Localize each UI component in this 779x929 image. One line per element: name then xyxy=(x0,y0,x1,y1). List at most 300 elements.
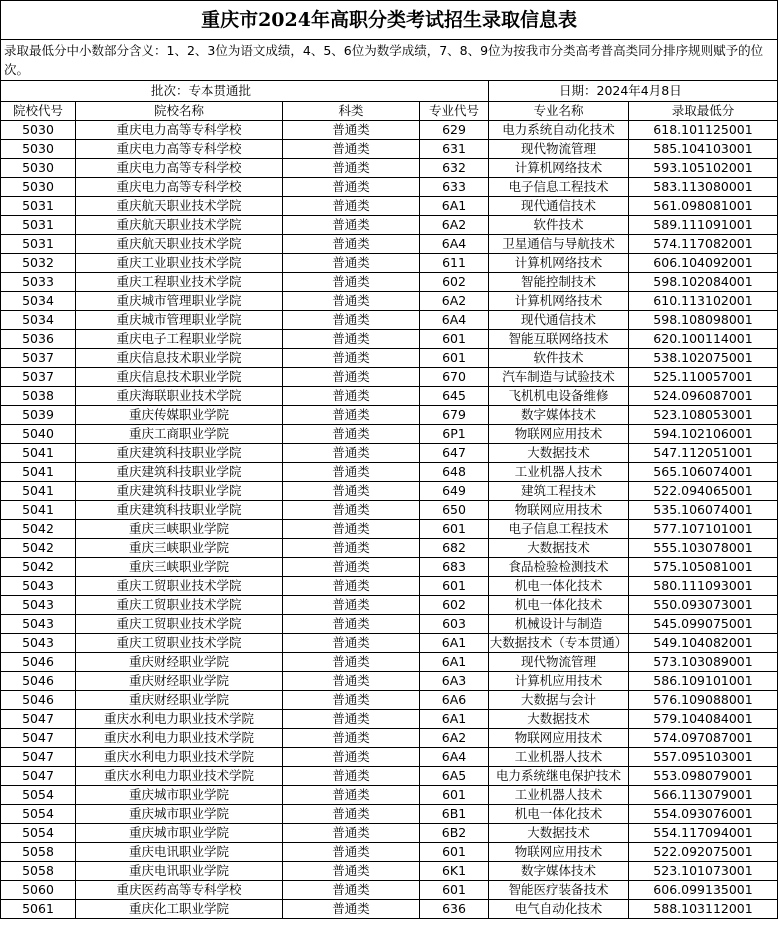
category-cell: 普通类 xyxy=(283,862,420,881)
school-name-cell: 重庆传媒职业学院 xyxy=(76,406,283,425)
school-code-cell: 5033 xyxy=(1,273,76,292)
school-code-cell: 5046 xyxy=(1,653,76,672)
header-row xyxy=(1,102,778,121)
min-score-cell: 525.110057001 xyxy=(629,368,778,387)
major-name-cell: 电子信息工程技术 xyxy=(489,520,629,539)
table-row xyxy=(1,843,778,862)
major-name-cell: 现代物流管理 xyxy=(489,140,629,159)
category-cell: 普通类 xyxy=(283,539,420,558)
school-code-cell: 5031 xyxy=(1,216,76,235)
table-row xyxy=(1,862,778,881)
school-code-cell: 5046 xyxy=(1,691,76,710)
school-code-cell: 5038 xyxy=(1,387,76,406)
school-code-cell: 5039 xyxy=(1,406,76,425)
min-score-cell: 580.111093001 xyxy=(629,577,778,596)
table-row xyxy=(1,444,778,463)
school-name-cell: 重庆电力高等专科学校 xyxy=(76,140,283,159)
min-score-cell: 554.093076001 xyxy=(629,805,778,824)
school-name-cell: 重庆城市管理职业学院 xyxy=(76,292,283,311)
school-code-cell: 5042 xyxy=(1,539,76,558)
table-row xyxy=(1,539,778,558)
min-score-cell: 583.113080001 xyxy=(629,178,778,197)
school-name-cell: 重庆电力高等专科学校 xyxy=(76,178,283,197)
major-name-cell: 现代通信技术 xyxy=(489,197,629,216)
major-name-cell: 智能控制技术 xyxy=(489,273,629,292)
table-row xyxy=(1,501,778,520)
min-score-cell: 579.104084001 xyxy=(629,710,778,729)
major-name-cell: 大数据技术（专本贯通） xyxy=(489,634,629,653)
school-name-cell: 重庆财经职业学院 xyxy=(76,672,283,691)
school-name-cell: 重庆化工职业学院 xyxy=(76,900,283,919)
major-code-cell: 682 xyxy=(420,539,489,558)
major-name-cell: 电子信息工程技术 xyxy=(489,178,629,197)
table-row xyxy=(1,653,778,672)
min-score-cell: 606.104092001 xyxy=(629,254,778,273)
meta-row xyxy=(1,81,778,102)
major-code-cell: 6B1 xyxy=(420,805,489,824)
header-min-score: 录取最低分 xyxy=(629,102,778,121)
school-name-cell: 重庆建筑科技职业学院 xyxy=(76,501,283,520)
school-name-cell: 重庆建筑科技职业学院 xyxy=(76,463,283,482)
school-code-cell: 5061 xyxy=(1,900,76,919)
school-code-cell: 5034 xyxy=(1,292,76,311)
category-cell: 普通类 xyxy=(283,634,420,653)
min-score-cell: 523.101073001 xyxy=(629,862,778,881)
category-cell: 普通类 xyxy=(283,691,420,710)
min-score-cell: 620.100114001 xyxy=(629,330,778,349)
school-name-cell: 重庆工商职业学院 xyxy=(76,425,283,444)
table-row xyxy=(1,786,778,805)
school-name-cell: 重庆水利电力职业技术学院 xyxy=(76,710,283,729)
school-name-cell: 重庆工程职业技术学院 xyxy=(76,273,283,292)
min-score-cell: 576.109088001 xyxy=(629,691,778,710)
school-name-cell: 重庆航天职业技术学院 xyxy=(76,197,283,216)
school-code-cell: 5041 xyxy=(1,501,76,520)
major-name-cell: 卫星通信与导航技术 xyxy=(489,235,629,254)
category-cell: 普通类 xyxy=(283,178,420,197)
school-name-cell: 重庆水利电力职业技术学院 xyxy=(76,748,283,767)
major-name-cell: 机电一体化技术 xyxy=(489,805,629,824)
min-score-cell: 574.097087001 xyxy=(629,729,778,748)
major-code-cell: 6A5 xyxy=(420,767,489,786)
category-cell: 普通类 xyxy=(283,387,420,406)
table-row xyxy=(1,406,778,425)
min-score-cell: 577.107101001 xyxy=(629,520,778,539)
category-cell: 普通类 xyxy=(283,729,420,748)
major-name-cell: 建筑工程技术 xyxy=(489,482,629,501)
table-row xyxy=(1,235,778,254)
min-score-cell: 550.093073001 xyxy=(629,596,778,615)
school-name-cell: 重庆信息技术职业学院 xyxy=(76,349,283,368)
category-cell: 普通类 xyxy=(283,596,420,615)
major-name-cell: 物联网应用技术 xyxy=(489,729,629,748)
category-cell: 普通类 xyxy=(283,748,420,767)
major-code-cell: 6A2 xyxy=(420,292,489,311)
school-name-cell: 重庆财经职业学院 xyxy=(76,653,283,672)
category-cell: 普通类 xyxy=(283,368,420,387)
table-row xyxy=(1,273,778,292)
major-name-cell: 工业机器人技术 xyxy=(489,748,629,767)
school-code-cell: 5042 xyxy=(1,558,76,577)
school-code-cell: 5037 xyxy=(1,368,76,387)
header-major-code: 专业代号 xyxy=(420,102,489,121)
category-cell: 普通类 xyxy=(283,292,420,311)
major-code-cell: 632 xyxy=(420,159,489,178)
major-name-cell: 大数据技术 xyxy=(489,444,629,463)
major-code-cell: 601 xyxy=(420,349,489,368)
category-cell: 普通类 xyxy=(283,425,420,444)
major-code-cell: 6A1 xyxy=(420,653,489,672)
header-school-name: 院校名称 xyxy=(76,102,283,121)
school-code-cell: 5042 xyxy=(1,520,76,539)
table-row xyxy=(1,824,778,843)
min-score-cell: 598.102084001 xyxy=(629,273,778,292)
table-row xyxy=(1,330,778,349)
min-score-cell: 549.104082001 xyxy=(629,634,778,653)
major-code-cell: 636 xyxy=(420,900,489,919)
table-row xyxy=(1,748,778,767)
school-code-cell: 5058 xyxy=(1,862,76,881)
table-row xyxy=(1,767,778,786)
major-code-cell: 601 xyxy=(420,786,489,805)
school-name-cell: 重庆水利电力职业技术学院 xyxy=(76,767,283,786)
batch-label: 批次：专本贯通批 xyxy=(1,81,489,102)
min-score-cell: 557.095103001 xyxy=(629,748,778,767)
min-score-cell: 565.106074001 xyxy=(629,463,778,482)
note-row xyxy=(1,40,778,81)
table-row xyxy=(1,710,778,729)
major-code-cell: 601 xyxy=(420,577,489,596)
table-row xyxy=(1,197,778,216)
table-row xyxy=(1,311,778,330)
min-score-cell: 523.108053001 xyxy=(629,406,778,425)
major-name-cell: 现代通信技术 xyxy=(489,311,629,330)
table-row xyxy=(1,615,778,634)
category-cell: 普通类 xyxy=(283,349,420,368)
min-score-cell: 566.113079001 xyxy=(629,786,778,805)
date-label: 日期：2024年4月8日 xyxy=(489,81,778,102)
category-cell: 普通类 xyxy=(283,216,420,235)
table-row xyxy=(1,577,778,596)
category-cell: 普通类 xyxy=(283,235,420,254)
sheet-title: 重庆市2024年高职分类考试招生录取信息表 xyxy=(1,1,778,40)
category-cell: 普通类 xyxy=(283,767,420,786)
major-code-cell: 631 xyxy=(420,140,489,159)
major-name-cell: 现代物流管理 xyxy=(489,653,629,672)
major-code-cell: 6A4 xyxy=(420,748,489,767)
category-cell: 普通类 xyxy=(283,406,420,425)
category-cell: 普通类 xyxy=(283,159,420,178)
school-code-cell: 5043 xyxy=(1,615,76,634)
major-code-cell: 603 xyxy=(420,615,489,634)
major-code-cell: 602 xyxy=(420,596,489,615)
major-name-cell: 智能互联网络技术 xyxy=(489,330,629,349)
major-name-cell: 软件技术 xyxy=(489,216,629,235)
major-code-cell: 650 xyxy=(420,501,489,520)
min-score-cell: 618.101125001 xyxy=(629,121,778,140)
school-code-cell: 5047 xyxy=(1,748,76,767)
school-name-cell: 重庆航天职业技术学院 xyxy=(76,216,283,235)
min-score-cell: 606.099135001 xyxy=(629,881,778,900)
major-name-cell: 智能医疗装备技术 xyxy=(489,881,629,900)
major-name-cell: 计算机应用技术 xyxy=(489,672,629,691)
min-score-cell: 524.096087001 xyxy=(629,387,778,406)
major-code-cell: 6P1 xyxy=(420,425,489,444)
min-score-cell: 598.108098001 xyxy=(629,311,778,330)
category-cell: 普通类 xyxy=(283,197,420,216)
school-code-cell: 5032 xyxy=(1,254,76,273)
school-name-cell: 重庆城市职业学院 xyxy=(76,786,283,805)
category-cell: 普通类 xyxy=(283,843,420,862)
school-name-cell: 重庆财经职业学院 xyxy=(76,691,283,710)
table-row xyxy=(1,482,778,501)
major-code-cell: 6A2 xyxy=(420,729,489,748)
major-name-cell: 物联网应用技术 xyxy=(489,501,629,520)
min-score-cell: 545.099075001 xyxy=(629,615,778,634)
school-name-cell: 重庆航天职业技术学院 xyxy=(76,235,283,254)
table-row xyxy=(1,463,778,482)
min-score-cell: 547.112051001 xyxy=(629,444,778,463)
category-cell: 普通类 xyxy=(283,710,420,729)
major-code-cell: 648 xyxy=(420,463,489,482)
major-code-cell: 6A2 xyxy=(420,216,489,235)
school-name-cell: 重庆城市职业学院 xyxy=(76,805,283,824)
major-code-cell: 601 xyxy=(420,843,489,862)
major-code-cell: 6A4 xyxy=(420,311,489,330)
category-cell: 普通类 xyxy=(283,558,420,577)
school-name-cell: 重庆工贸职业技术学院 xyxy=(76,634,283,653)
category-cell: 普通类 xyxy=(283,330,420,349)
school-code-cell: 5043 xyxy=(1,634,76,653)
min-score-cell: 593.105102001 xyxy=(629,159,778,178)
major-code-cell: 611 xyxy=(420,254,489,273)
school-name-cell: 重庆电力高等专科学校 xyxy=(76,121,283,140)
school-code-cell: 5047 xyxy=(1,729,76,748)
category-cell: 普通类 xyxy=(283,615,420,634)
min-score-cell: 588.103112001 xyxy=(629,900,778,919)
school-code-cell: 5041 xyxy=(1,444,76,463)
major-code-cell: 629 xyxy=(420,121,489,140)
school-name-cell: 重庆工业职业技术学院 xyxy=(76,254,283,273)
school-name-cell: 重庆电讯职业学院 xyxy=(76,843,283,862)
major-code-cell: 6A4 xyxy=(420,235,489,254)
school-code-cell: 5047 xyxy=(1,767,76,786)
major-name-cell: 计算机网络技术 xyxy=(489,292,629,311)
major-name-cell: 电力系统自动化技术 xyxy=(489,121,629,140)
major-name-cell: 食品检验检测技术 xyxy=(489,558,629,577)
category-cell: 普通类 xyxy=(283,121,420,140)
category-cell: 普通类 xyxy=(283,805,420,824)
school-name-cell: 重庆电子工程职业学院 xyxy=(76,330,283,349)
school-code-cell: 5040 xyxy=(1,425,76,444)
table-row xyxy=(1,672,778,691)
school-name-cell: 重庆工贸职业技术学院 xyxy=(76,577,283,596)
category-cell: 普通类 xyxy=(283,311,420,330)
major-code-cell: 602 xyxy=(420,273,489,292)
table-row xyxy=(1,634,778,653)
min-score-cell: 538.102075001 xyxy=(629,349,778,368)
school-code-cell: 5030 xyxy=(1,121,76,140)
school-code-cell: 5030 xyxy=(1,178,76,197)
table-row xyxy=(1,178,778,197)
school-name-cell: 重庆信息技术职业学院 xyxy=(76,368,283,387)
school-code-cell: 5054 xyxy=(1,786,76,805)
major-name-cell: 物联网应用技术 xyxy=(489,843,629,862)
category-cell: 普通类 xyxy=(283,482,420,501)
major-name-cell: 机电一体化技术 xyxy=(489,596,629,615)
major-name-cell: 大数据技术 xyxy=(489,824,629,843)
school-name-cell: 重庆电讯职业学院 xyxy=(76,862,283,881)
major-code-cell: 601 xyxy=(420,330,489,349)
school-code-cell: 5036 xyxy=(1,330,76,349)
table-row xyxy=(1,254,778,273)
header-school-code: 院校代号 xyxy=(1,102,76,121)
major-name-cell: 大数据技术 xyxy=(489,539,629,558)
major-name-cell: 机械设计与制造 xyxy=(489,615,629,634)
major-name-cell: 计算机网络技术 xyxy=(489,254,629,273)
school-code-cell: 5030 xyxy=(1,140,76,159)
school-name-cell: 重庆三峡职业学院 xyxy=(76,558,283,577)
major-name-cell: 汽车制造与试验技术 xyxy=(489,368,629,387)
table-row xyxy=(1,216,778,235)
school-code-cell: 5046 xyxy=(1,672,76,691)
major-name-cell: 软件技术 xyxy=(489,349,629,368)
table-row xyxy=(1,729,778,748)
table-row xyxy=(1,368,778,387)
major-code-cell: 6K1 xyxy=(420,862,489,881)
major-name-cell: 机电一体化技术 xyxy=(489,577,629,596)
major-name-cell: 电气自动化技术 xyxy=(489,900,629,919)
school-code-cell: 5060 xyxy=(1,881,76,900)
major-name-cell: 工业机器人技术 xyxy=(489,463,629,482)
min-score-cell: 555.103078001 xyxy=(629,539,778,558)
min-score-cell: 553.098079001 xyxy=(629,767,778,786)
min-score-cell: 522.092075001 xyxy=(629,843,778,862)
category-cell: 普通类 xyxy=(283,501,420,520)
title-row xyxy=(1,1,778,40)
table-row xyxy=(1,140,778,159)
major-name-cell: 数字媒体技术 xyxy=(489,406,629,425)
major-code-cell: 6A1 xyxy=(420,197,489,216)
major-name-cell: 计算机网络技术 xyxy=(489,159,629,178)
school-name-cell: 重庆水利电力职业技术学院 xyxy=(76,729,283,748)
major-code-cell: 601 xyxy=(420,520,489,539)
table-row xyxy=(1,520,778,539)
table-row xyxy=(1,596,778,615)
min-score-cell: 554.117094001 xyxy=(629,824,778,843)
min-score-cell: 522.094065001 xyxy=(629,482,778,501)
table-row xyxy=(1,292,778,311)
school-code-cell: 5041 xyxy=(1,482,76,501)
table-row xyxy=(1,900,778,919)
major-code-cell: 647 xyxy=(420,444,489,463)
header-major-name: 专业名称 xyxy=(489,102,629,121)
category-cell: 普通类 xyxy=(283,786,420,805)
category-cell: 普通类 xyxy=(283,653,420,672)
school-code-cell: 5043 xyxy=(1,596,76,615)
school-code-cell: 5043 xyxy=(1,577,76,596)
major-code-cell: 670 xyxy=(420,368,489,387)
table-row xyxy=(1,159,778,178)
school-name-cell: 重庆工贸职业技术学院 xyxy=(76,615,283,634)
school-code-cell: 5031 xyxy=(1,197,76,216)
min-score-cell: 574.117082001 xyxy=(629,235,778,254)
school-name-cell: 重庆医药高等专科学校 xyxy=(76,881,283,900)
school-code-cell: 5034 xyxy=(1,311,76,330)
major-name-cell: 电力系统继电保护技术 xyxy=(489,767,629,786)
min-score-cell: 585.104103001 xyxy=(629,140,778,159)
min-score-cell: 535.106074001 xyxy=(629,501,778,520)
school-code-cell: 5054 xyxy=(1,805,76,824)
table-row xyxy=(1,349,778,368)
major-code-cell: 6A1 xyxy=(420,634,489,653)
school-name-cell: 重庆电力高等专科学校 xyxy=(76,159,283,178)
school-name-cell: 重庆建筑科技职业学院 xyxy=(76,444,283,463)
major-code-cell: 679 xyxy=(420,406,489,425)
school-name-cell: 重庆城市职业学院 xyxy=(76,824,283,843)
header-category: 科类 xyxy=(283,102,420,121)
school-code-cell: 5047 xyxy=(1,710,76,729)
min-score-cell: 589.111091001 xyxy=(629,216,778,235)
table-row xyxy=(1,558,778,577)
table-row xyxy=(1,881,778,900)
major-code-cell: 6B2 xyxy=(420,824,489,843)
school-code-cell: 5041 xyxy=(1,463,76,482)
major-name-cell: 飞机机电设备维修 xyxy=(489,387,629,406)
major-name-cell: 大数据与会计 xyxy=(489,691,629,710)
category-cell: 普通类 xyxy=(283,881,420,900)
school-code-cell: 5030 xyxy=(1,159,76,178)
min-score-cell: 575.105081001 xyxy=(629,558,778,577)
table-row xyxy=(1,387,778,406)
table-row xyxy=(1,121,778,140)
major-code-cell: 601 xyxy=(420,881,489,900)
category-cell: 普通类 xyxy=(283,672,420,691)
category-cell: 普通类 xyxy=(283,824,420,843)
major-name-cell: 工业机器人技术 xyxy=(489,786,629,805)
school-name-cell: 重庆工贸职业技术学院 xyxy=(76,596,283,615)
table-row xyxy=(1,805,778,824)
school-code-cell: 5054 xyxy=(1,824,76,843)
major-code-cell: 649 xyxy=(420,482,489,501)
category-cell: 普通类 xyxy=(283,463,420,482)
category-cell: 普通类 xyxy=(283,900,420,919)
school-name-cell: 重庆三峡职业学院 xyxy=(76,539,283,558)
major-code-cell: 645 xyxy=(420,387,489,406)
major-code-cell: 683 xyxy=(420,558,489,577)
category-cell: 普通类 xyxy=(283,444,420,463)
min-score-cell: 610.113102001 xyxy=(629,292,778,311)
min-score-cell: 594.102106001 xyxy=(629,425,778,444)
category-cell: 普通类 xyxy=(283,273,420,292)
category-cell: 普通类 xyxy=(283,520,420,539)
major-code-cell: 6A6 xyxy=(420,691,489,710)
category-cell: 普通类 xyxy=(283,254,420,273)
min-score-cell: 586.109101001 xyxy=(629,672,778,691)
major-code-cell: 6A1 xyxy=(420,710,489,729)
category-cell: 普通类 xyxy=(283,577,420,596)
min-score-cell: 573.103089001 xyxy=(629,653,778,672)
major-name-cell: 物联网应用技术 xyxy=(489,425,629,444)
school-code-cell: 5058 xyxy=(1,843,76,862)
min-score-cell: 561.098081001 xyxy=(629,197,778,216)
school-code-cell: 5031 xyxy=(1,235,76,254)
school-name-cell: 重庆三峡职业学院 xyxy=(76,520,283,539)
school-code-cell: 5037 xyxy=(1,349,76,368)
score-note: 录取最低分中小数部分含义：1、2、3位为语文成绩，4、5、6位为数学成绩，7、8、9位为按我市分类高考普高类同分排序规则赋予的位次。 xyxy=(1,40,778,81)
major-code-cell: 633 xyxy=(420,178,489,197)
table-row xyxy=(1,425,778,444)
